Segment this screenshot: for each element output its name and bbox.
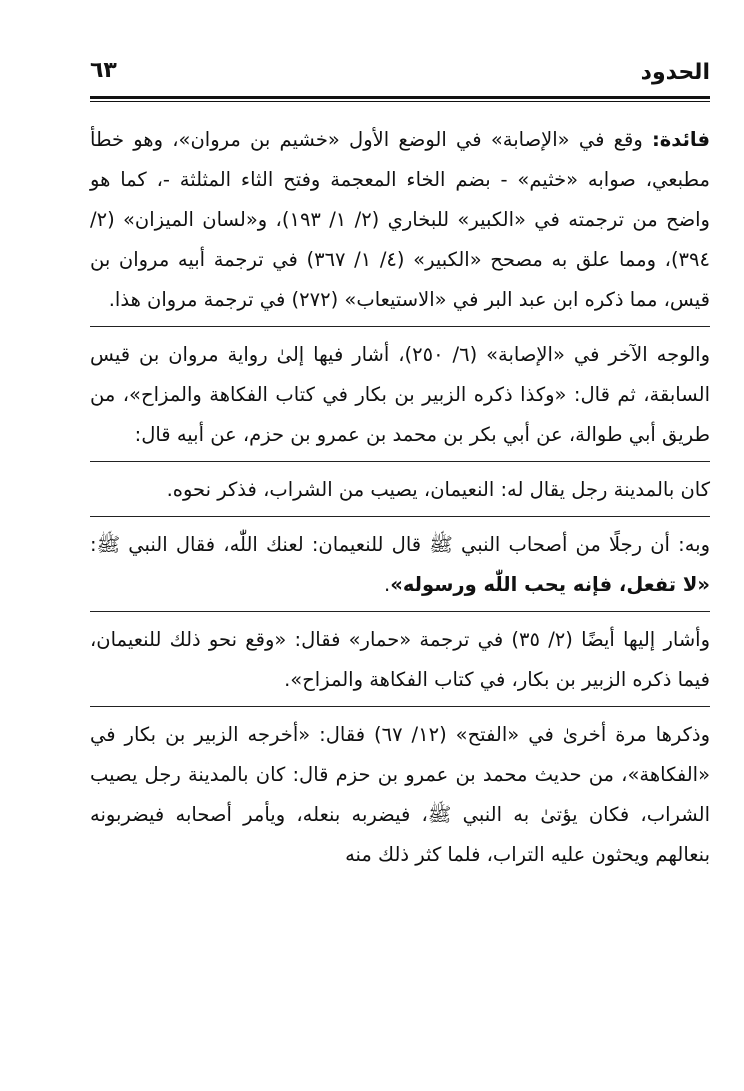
paragraph-text: وقع في «الإصابة» في الوضع الأول «خشيم بن مروان»، وهو خطأ مطبعي، صوابه «خثيم» - بضم الخاء المعجمة وفتح الثاء المثلثة -، كما هو واضح من ترجمته في «الكبير» للبخاري (٢/ ١/ ١٩٣)، و«لسان الميزان» (٢/ ٣٩٤)، ومما علق به مصحح «الكبير» (٤/ ١/ ٣٦٧) في ترجمة أبيه مروان بن قيس، مما ذكره ابن عبد البر في «الاستيعاب» (٢٧٢) في ترجمة مروان هذا.: [90, 128, 710, 311]
page-number: ٦٣: [90, 58, 117, 83]
paragraph-divider: [90, 516, 710, 517]
note-label: فائدة:: [652, 128, 710, 151]
paragraph-text: والوجه الآخر في «الإصابة» (٦/ ٢٥٠)، أشار فيها إلىٰ رواية مروان بن قيس السابقة، ثم قال: «وكذا ذكره الزبير بن بكار في كتاب الفكاهة والمزاح»، من طريق أبي طوالة، عن أبي بكر بن محمد بن عمرو بن حزم، عن أبيه قال:: [90, 343, 710, 446]
paragraph-tail: .: [384, 573, 391, 596]
page-header: [90, 40, 710, 86]
paragraph-divider: [90, 706, 710, 707]
paragraph-text: وذكرها مرة أخرىٰ في «الفتح» (١٢/ ٦٧) فقال: «أخرجه الزبير بن بكار في «الفكاهة»، من حديث محمد بن عمرو بن حزم قال: كان بالمدينة رجل يصيب الشراب، فكان يؤتىٰ به النبي ﷺ، فيضربه بنعله، ويأمر أصحابه فيضربونه بنعالهم ويحثون عليه التراب، فلما كثر ذلك منه: [90, 723, 710, 866]
running-title: الحدود: [640, 60, 710, 85]
paragraph: [90, 525, 710, 605]
paragraph: [90, 620, 710, 700]
page-body: [90, 120, 710, 875]
paragraph-text: وأشار إليها أيضًا (٢/ ٣٥) في ترجمة «حمار» فقال: «وقع نحو ذلك للنعيمان، فيما ذكره الزبير بن بكار، في كتاب الفكاهة والمزاح».: [90, 628, 710, 691]
document-page: [90, 40, 710, 1080]
paragraph: [90, 335, 710, 455]
paragraph-note: [90, 120, 710, 320]
paragraph-text: كان بالمدينة رجل يقال له: النعيمان، يصيب من الشراب، فذكر نحوه.: [166, 478, 710, 501]
paragraph-text: وبه: أن رجلًا من أصحاب النبي ﷺ قال للنعيمان: لعنك اللّٰه، فقال النبي ﷺ:: [90, 533, 710, 556]
header-rule-thick: [90, 96, 710, 99]
hadith-quote: «لا تفعل، فإنه يحب اللّٰه ورسوله»: [390, 573, 710, 596]
paragraph-divider: [90, 611, 710, 612]
paragraph-divider: [90, 461, 710, 462]
header-rule-thin: [90, 101, 710, 102]
paragraph-divider: [90, 326, 710, 327]
paragraph: [90, 715, 710, 875]
paragraph-quote: [90, 470, 710, 510]
